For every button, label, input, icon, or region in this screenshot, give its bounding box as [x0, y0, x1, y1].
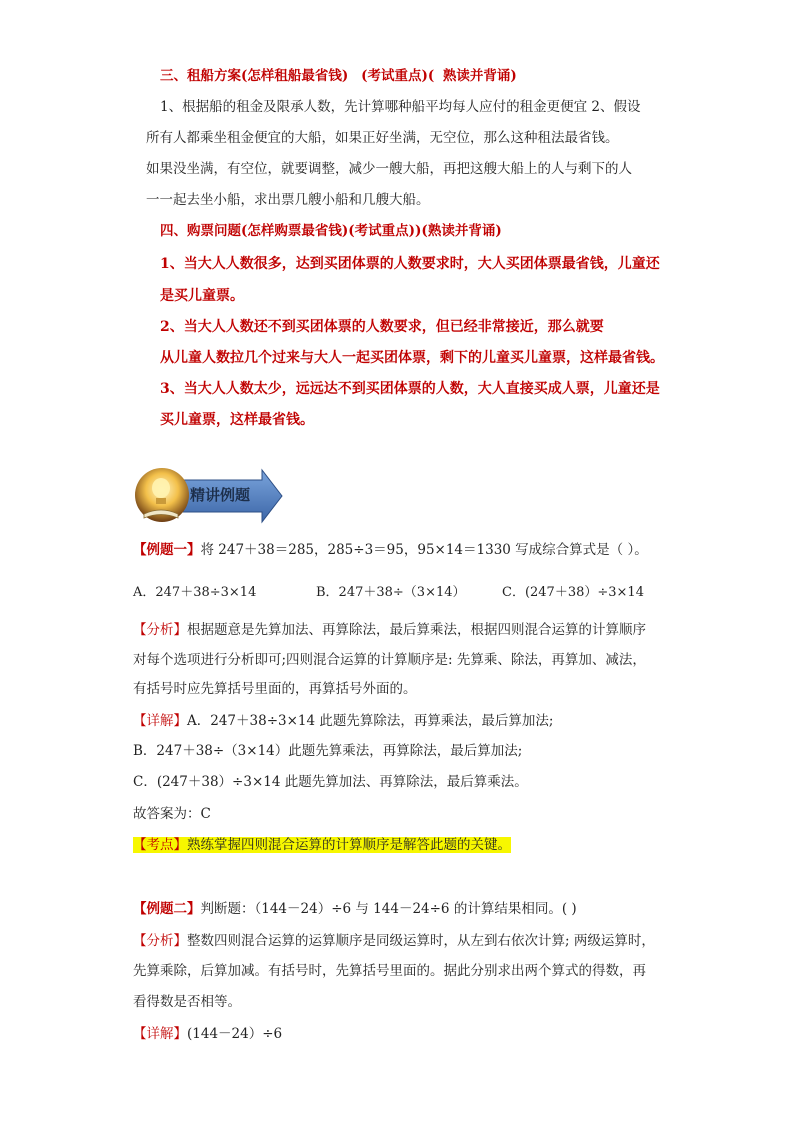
section3-heading-tag1: (考试重点)(	[361, 68, 435, 84]
example1-detail-line1	[133, 711, 553, 731]
example1-keypoint-text: 熟练掌握四则混合运算的计算顺序是解答此题的关键。	[187, 837, 511, 853]
example1-analysis1: 根据题意是先算加法、再算除法，最后算乘法，根据四则混合运算的计算顺序	[187, 622, 646, 638]
example1-option-a: A．247＋38÷3×14	[133, 585, 257, 600]
example1-analysis-line1	[133, 620, 646, 640]
example2-question-line	[133, 899, 577, 919]
section4-p1b: 是买儿童票。	[160, 288, 244, 304]
example1-option-c: C．(247＋38）÷3×14	[502, 585, 644, 600]
section3-line4: 一一起去坐小船，求出票几艘小船和几艘大船。	[146, 192, 430, 208]
example2-detail1: (144－24）÷6	[187, 1026, 283, 1042]
example1-analysis2: 对每个选项进行分析即可;四则混合运算的计算顺序是: 先算乘、除法，再算加、减法，	[133, 652, 646, 668]
example1-question: 将 247＋38＝285，285÷3＝95，95×14＝1330 写成综合算式是（ ）。	[200, 542, 648, 558]
example2-analysis1: 整数四则混合运算的运算顺序是同级运算时，从左到右依次计算; 两级运算时，	[187, 933, 655, 949]
example1-option-b: B．247＋38÷（3×14）	[316, 585, 466, 600]
section3-heading	[160, 66, 517, 86]
section3-heading-main: 租船方案(怎样租船最省钱)	[187, 68, 349, 84]
badge-label: 精讲例题	[190, 486, 251, 504]
example2-question: 判断题：（144－24）÷6 与 144－24÷6 的计算结果相同。( )	[200, 901, 577, 917]
example1-detail1: A．247＋38÷3×14 此题先算除法，再算乘法，最后算加法;	[187, 713, 554, 729]
section3-heading-tag2: 熟读并背诵)	[442, 68, 517, 84]
section4-p2a: 2、当大人人数还不到买团体票的人数要求，但已经非常接近，那么就要	[160, 319, 604, 335]
example1-analysis-tag: 【分析】	[133, 622, 187, 638]
example1-keypoint	[133, 835, 511, 855]
section4-p2b: 从儿童人数拉几个过来与大人一起买团体票，剩下的儿童买儿童票，这样最省钱。	[160, 350, 664, 366]
section3-line3: 如果没坐满，有空位，就要调整，减少一艘大船，再把这艘大船上的人与剩下的人	[146, 161, 632, 177]
example1-detail2: B．247＋38÷（3×14）此题先算乘法，再算除法，最后算加法;	[133, 743, 523, 759]
section3-heading-num: 三、	[160, 68, 187, 84]
example2-analysis-line1	[133, 931, 655, 951]
example2-detail-line1	[133, 1024, 282, 1044]
example1-tag: 【例题一】	[133, 542, 201, 558]
section4-p3b: 买儿童票，这样最省钱。	[160, 412, 314, 428]
section-badge	[134, 466, 284, 524]
section3-line2: 所有人都乘坐租金便宜的大船，如果正好坐满，无空位，那么这种租法最省钱。	[146, 130, 619, 146]
section4-heading: 四、购票问题(怎样购票最省钱)(考试重点))(熟读并背诵)	[160, 223, 502, 239]
example2-analysis2: 先算乘除，后算加减。有括号时，先算括号里面的。据此分别求出两个算式的得数，再	[133, 963, 646, 979]
section3-line1: 1、根据船的租金及限承人数，先计算哪种船平均每人应付的租金更便宜 2、假设	[160, 99, 641, 115]
example2-tag: 【例题二】	[133, 901, 201, 917]
example1-answer: 故答案为：C	[133, 806, 211, 822]
example1-question-line	[133, 540, 648, 560]
example2-detail-tag: 【详解】	[133, 1026, 187, 1042]
example1-keypoint-tag: 【考点】	[133, 837, 187, 853]
example2-analysis-tag: 【分析】	[133, 933, 187, 949]
example1-keypoint-highlight	[133, 837, 511, 853]
example2-analysis3: 看得数是否相等。	[133, 994, 241, 1010]
section4-p3a: 3、当大人人数太少，远远达不到买团体票的人数，大人直接买成人票，儿童还是	[160, 381, 660, 397]
example1-detail-tag: 【详解】	[133, 713, 187, 729]
section4-p1a: 1、当大人人数很多，达到买团体票的人数要求时，大人买团体票最省钱，儿童还	[160, 256, 660, 272]
example1-detail3: C．(247＋38）÷3×14 此题先算加法、再算除法，最后算乘法。	[133, 774, 528, 790]
example1-analysis3: 有括号时应先算括号里面的，再算括号外面的。	[133, 681, 417, 697]
